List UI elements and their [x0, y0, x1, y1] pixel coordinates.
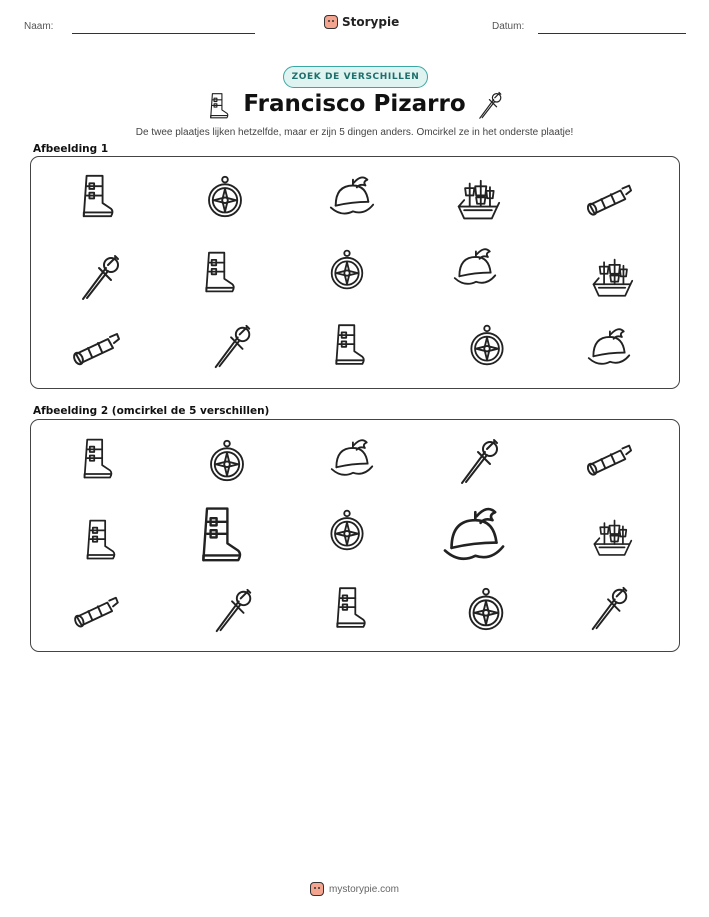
- helmet-icon[interactable]: [441, 500, 507, 572]
- storypie-logo-icon: [310, 882, 324, 896]
- sword-icon[interactable]: [586, 584, 632, 632]
- compass-icon[interactable]: [326, 507, 368, 553]
- boot-icon: [77, 173, 115, 220]
- name-field[interactable]: [72, 33, 255, 34]
- worksheet-type-badge: ZOEK DE VERSCHILLEN: [283, 66, 428, 88]
- sword-icon[interactable]: [209, 586, 257, 634]
- boot-icon[interactable]: [331, 585, 367, 631]
- panel-2-label: Afbeelding 2 (omcirkel de 5 verschillen): [33, 405, 270, 417]
- date-field[interactable]: [538, 33, 686, 34]
- footer: [0, 882, 709, 896]
- compass-icon: [466, 322, 508, 368]
- ship-icon[interactable]: [588, 518, 636, 560]
- helmet-icon: [328, 173, 376, 221]
- helmet-icon[interactable]: [328, 436, 376, 482]
- instructions: De twee plaatjes lijken hetzelfde, maar er zijn 5 dingen anders. Omcirkel ze in het onderste plaatje!: [135, 127, 574, 138]
- spyglass-icon: [70, 330, 120, 370]
- helmet-icon: [586, 325, 632, 371]
- date-label: Datum:: [492, 21, 525, 32]
- sword-icon: [209, 322, 255, 370]
- ship-icon: [587, 257, 637, 301]
- compass-icon[interactable]: [465, 585, 507, 633]
- storypie-logo-icon: [324, 15, 338, 29]
- boot-icon[interactable]: [194, 505, 244, 565]
- helmet-icon: [452, 245, 498, 291]
- footer-url[interactable]: mystorypie.com: [328, 883, 399, 895]
- compass-icon: [205, 173, 245, 220]
- brand-name: Storypie: [342, 15, 400, 29]
- brand-logo: [324, 15, 399, 29]
- boot-icon: [198, 250, 238, 295]
- boot-icon: [330, 322, 366, 368]
- spyglass-icon[interactable]: [70, 594, 120, 632]
- sword-icon[interactable]: [457, 436, 501, 486]
- spyglass-icon: [584, 181, 632, 221]
- ship-icon: [454, 178, 502, 224]
- title-sword-icon: [476, 90, 504, 120]
- sword-icon: [78, 252, 122, 302]
- name-label: Naam:: [24, 21, 54, 32]
- panel-1-label: Afbeelding 1: [33, 143, 109, 155]
- boot-icon[interactable]: [77, 437, 115, 481]
- compass-icon: [326, 247, 368, 292]
- page-title: Francisco Pizarro: [243, 91, 466, 117]
- spyglass-icon[interactable]: [584, 441, 632, 481]
- boot-icon[interactable]: [80, 518, 118, 562]
- compass-icon[interactable]: [207, 437, 247, 484]
